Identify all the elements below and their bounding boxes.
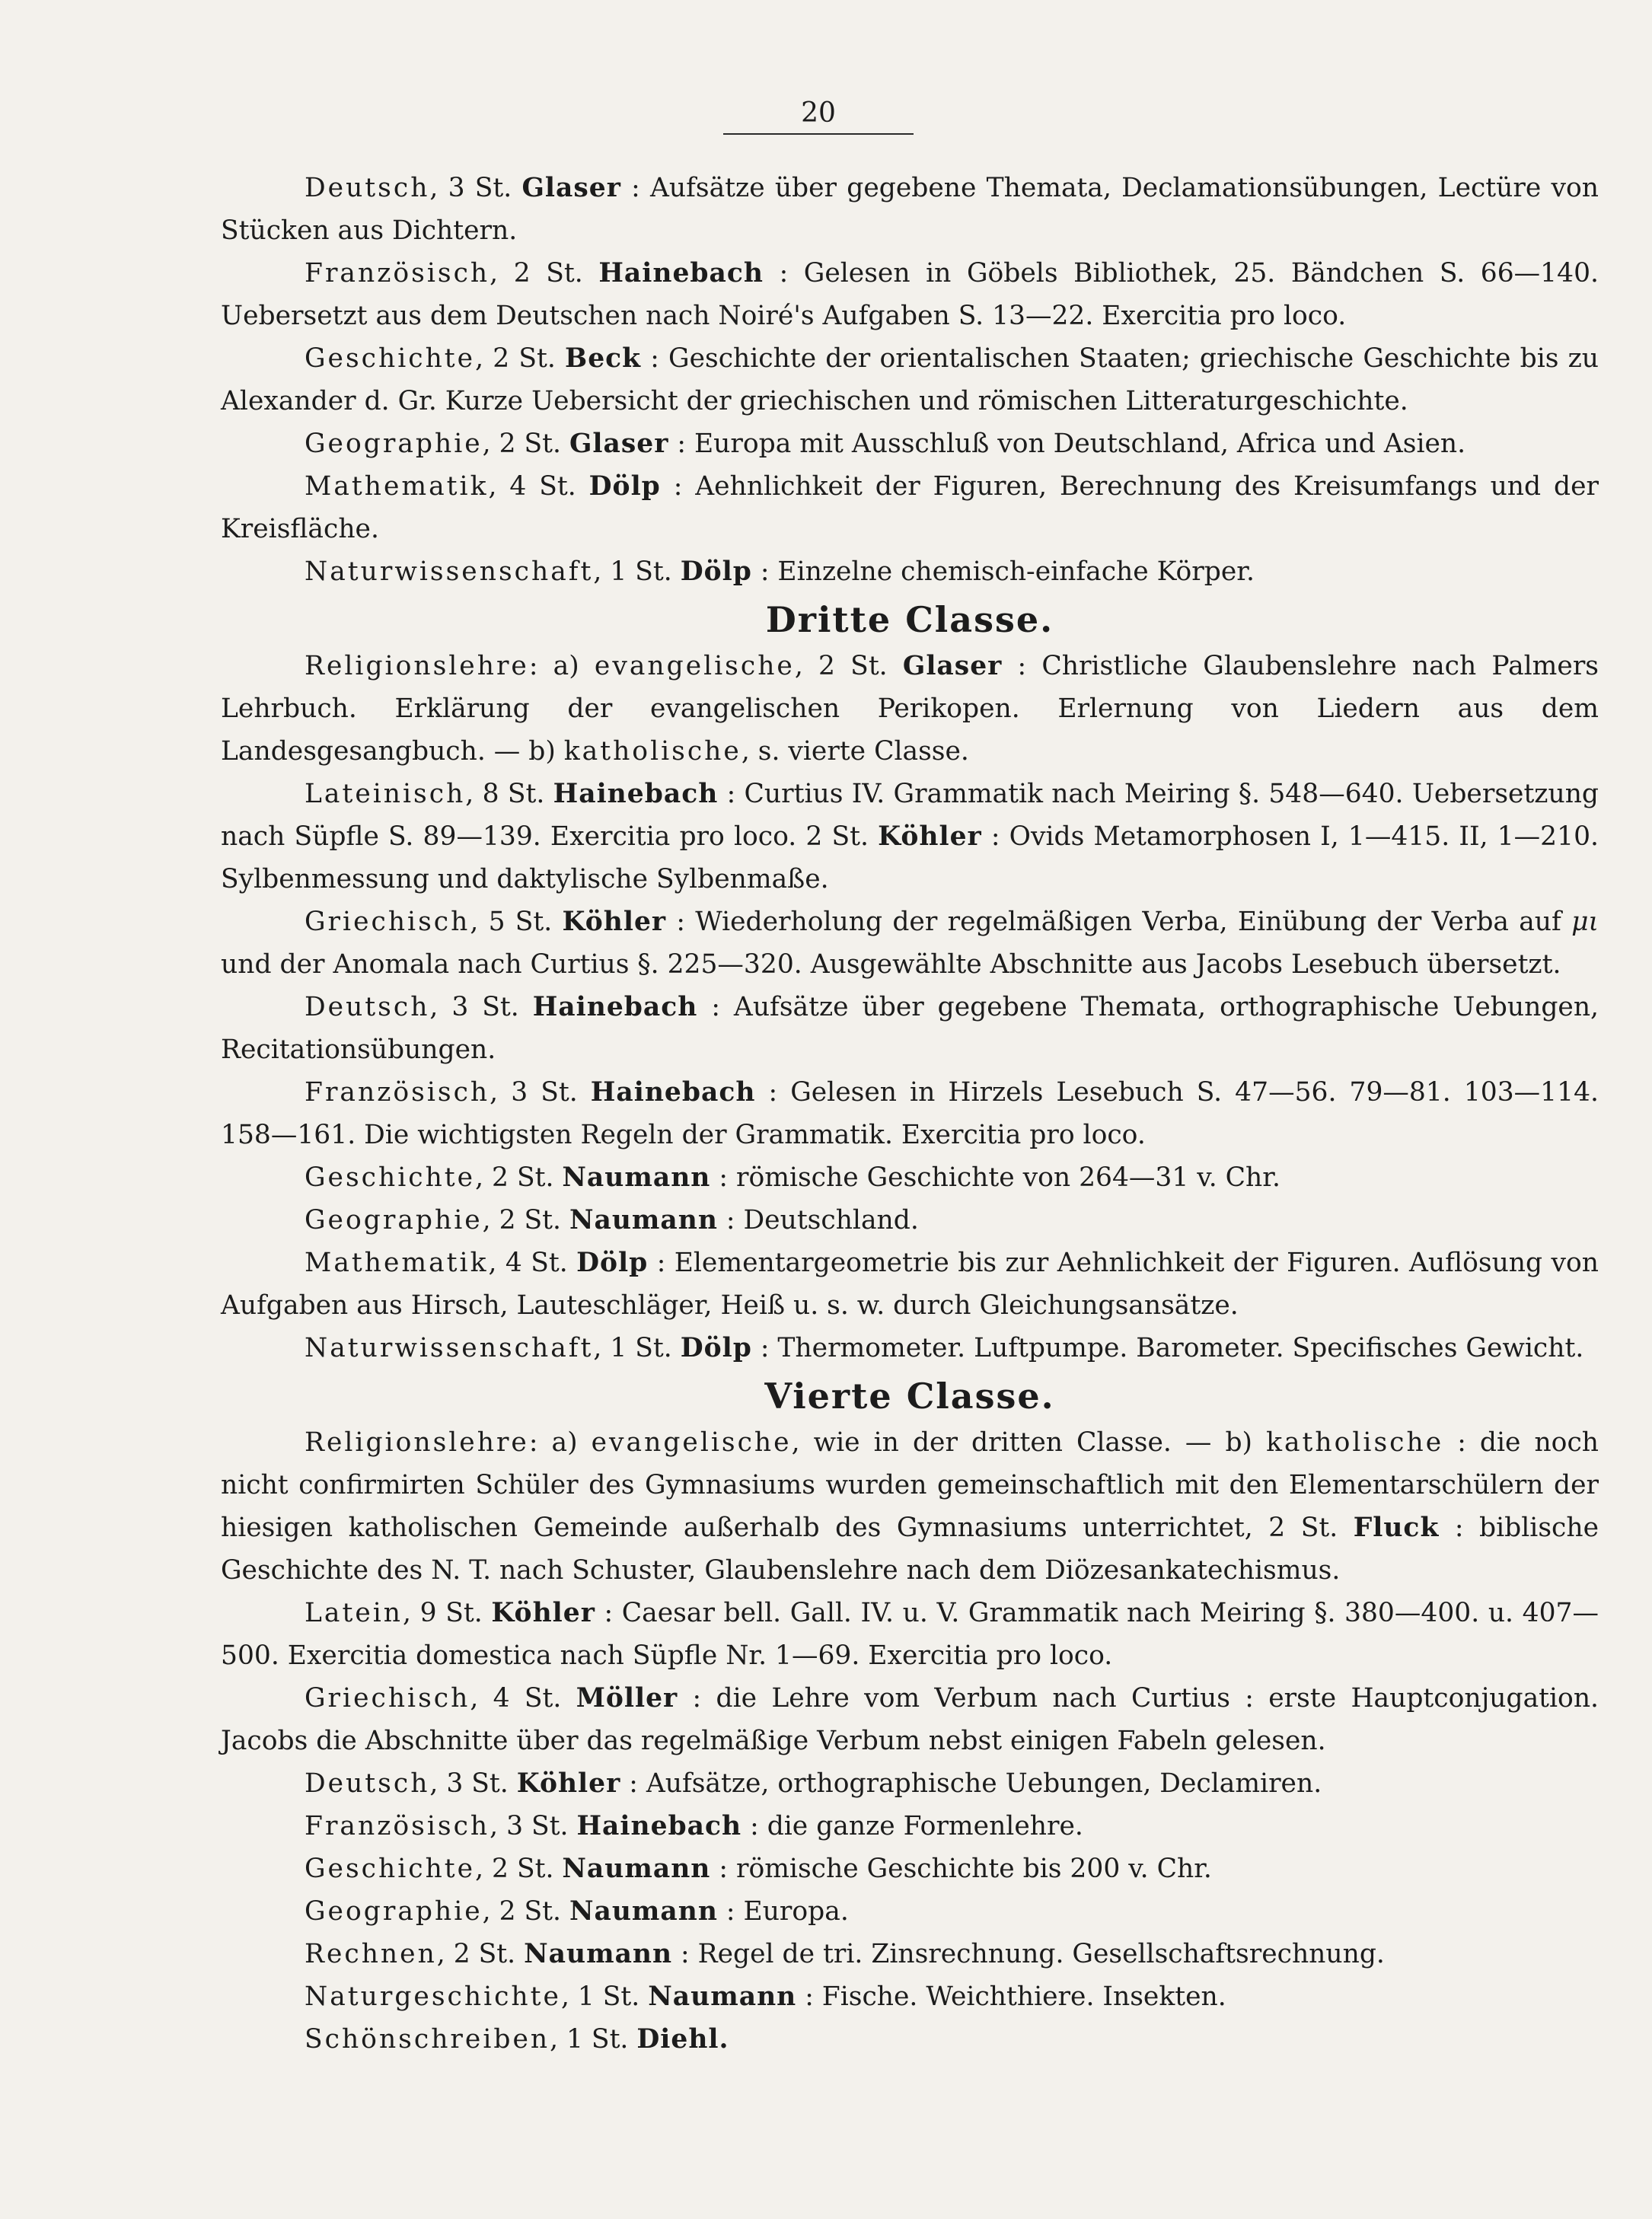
entry-text: Aufsätze, orthographische Uebungen, Declamiren. xyxy=(646,1768,1322,1799)
entry-intro-deutsch: Deutsch, 3 St. Glaser : Aufsätze über gegebene Themata, Declamationsübungen, Lectüre von Stücken aus Dichtern. xyxy=(221,173,1599,246)
entry-text: : a) xyxy=(528,651,595,681)
teacher-name: Hainebach xyxy=(590,1077,756,1108)
hours-label: 2 St. xyxy=(493,343,556,374)
teacher-name: Glaser xyxy=(521,173,621,203)
entry-text: Gelesen in Göbels Bibliothek, 25. Bändchen S. 66—140. Uebersetzt aus dem Deutschen nach Noiré's Aufgaben S. 13—22. Exercitia pro loco. xyxy=(221,258,1599,331)
entry-text: und der Anomala nach Curtius §. 225—320. Ausgewählte Abschnitte aus Jacobs Lesebuch übersetzt. xyxy=(221,949,1561,980)
page-number: 20 xyxy=(801,97,836,129)
entry-text: römische Geschichte bis 200 v. Chr. xyxy=(735,1854,1212,1884)
entry-dritte-religionslehre: Religionslehre: a) evangelische, 2 St. Glaser : Christliche Glaubenslehre nach Palmers Lehrbuch. Erklärung der evangelischen Perikopen. Erlernung von Liedern aus dem Landesgesangbuch. — b) katholische, s. vierte Classe. xyxy=(221,651,1599,767)
subject-label: Griechisch xyxy=(305,907,470,937)
entry-text: : a) xyxy=(528,1427,592,1458)
subject-label: Französisch xyxy=(305,258,490,289)
section-heading-vierte-classe: Vierte Classe. xyxy=(764,1376,1055,1417)
subject-label: Geschichte xyxy=(305,1854,476,1884)
entry-dritte-geographie: Geographie, 2 St. Naumann : Deutschland. xyxy=(305,1205,919,1235)
entry-text: die ganze Formenlehre. xyxy=(767,1811,1083,1841)
hours-label: 3 St. xyxy=(448,173,512,203)
denomination-label: katholische xyxy=(563,736,741,767)
teacher-name: Hainebach xyxy=(576,1811,742,1841)
teacher-name: Naumann xyxy=(524,1939,673,1969)
hours-label: 2 St. xyxy=(453,1939,516,1969)
entry-dritte-mathematik: Mathematik, 4 St. Dölp : Elementargeometrie bis zur Aehnlichkeit der Figuren. Auflösung von Aufgaben aus Hirsch, Lauteschläger, Heiß u. s. w. durch Gleichungsansätze. xyxy=(221,1248,1599,1321)
entry-text: : Curtius IV. Grammatik nach Meiring §. 548—640. Uebersetzung nach Süpfle S. 89—139. Exercitia pro loco. 2 St. xyxy=(221,779,1599,852)
teacher-name: Naumann xyxy=(569,1205,718,1235)
entry-text: , wie in der dritten Classe. — b) xyxy=(791,1427,1267,1458)
entry-text: Aehnlichkeit der Figuren, Berechnung des Kreisumfangs und der Kreisfläche. xyxy=(221,471,1599,544)
hours-label: 3 St. xyxy=(451,992,519,1022)
subject-label: Griechisch xyxy=(305,1683,470,1714)
teacher-name: Beck xyxy=(565,343,642,374)
subject-label: Geschichte xyxy=(305,343,476,374)
hours-label: 2 St. xyxy=(513,258,583,289)
entry-text: : die noch nicht confirmirten Schüler des Gymnasiums wurden gemeinschaftlich mit den Elementarschülern der hiesigen katholischen Gemeinde außerhalb des Gymnasiums unterrichtet, 2 St. xyxy=(221,1427,1599,1543)
subject-label: Latein xyxy=(305,1598,403,1628)
entry-text: Aufsätze über gegebene Themata, Declamationsübungen, Lectüre von Stücken aus Dichtern. xyxy=(221,173,1599,246)
hours-label: 3 St. xyxy=(511,1077,578,1108)
subject-label: Mathematik xyxy=(305,1248,489,1278)
entry-text: : Wiederholung der regelmäßigen Verba, Einübung der Verba auf xyxy=(676,907,1561,937)
hours-label: 3 St. xyxy=(446,1768,509,1799)
entry-dritte-franzoesisch: Französisch, 3 St. Hainebach : Gelesen in Hirzels Lesebuch S. 47—56. 79—81. 103—114. 158—161. Die wichtigsten Regeln der Grammatik. Exercitia pro loco. xyxy=(221,1077,1599,1150)
entry-text: Thermometer. Luftpumpe. Barometer. Specifisches Gewicht. xyxy=(777,1333,1584,1363)
entry-intro-geographie: Geographie, 2 St. Glaser : Europa mit Ausschluß von Deutschland, Africa und Asien. xyxy=(305,429,1466,459)
teacher-name: Köhler xyxy=(562,907,667,937)
hours-label: 8 St. xyxy=(482,779,545,809)
hours-label: 2 St. xyxy=(492,1854,554,1884)
entry-text: Einzelne chemisch-einfache Körper. xyxy=(777,556,1255,587)
hours-label: 9 St. xyxy=(419,1598,483,1628)
hours-label: 2 St. xyxy=(818,651,888,681)
subject-label: Geographie xyxy=(305,1896,483,1927)
denomination-label: evangelische xyxy=(594,651,795,681)
teacher-name: Dölp xyxy=(680,556,752,587)
hours-label: 2 St. xyxy=(499,429,561,459)
hours-label: 2 St. xyxy=(492,1162,554,1193)
teacher-name: Köhler xyxy=(491,1598,595,1628)
entry-vierte-schoenschreiben: Schönschreiben, 1 St. Diehl. xyxy=(305,2024,729,2055)
teacher-name: Hainebach xyxy=(598,258,764,289)
entry-text: , s. vierte Classe. xyxy=(741,736,969,767)
teacher-name: Naumann xyxy=(569,1896,718,1927)
entry-dritte-geschichte: Geschichte, 2 St. Naumann : römische Geschichte von 264—31 v. Chr. xyxy=(305,1162,1280,1193)
entry-intro-mathematik: Mathematik, 4 St. Dölp : Aehnlichkeit der Figuren, Berechnung des Kreisumfangs und der Kreisfläche. xyxy=(221,471,1599,544)
entry-intro-naturwissenschaft: Naturwissenschaft, 1 St. Dölp : Einzelne chemisch-einfache Körper. xyxy=(305,556,1255,587)
subject-label: Naturwissenschaft xyxy=(305,556,594,587)
entry-intro-franzoesisch: Französisch, 2 St. Hainebach : Gelesen in Göbels Bibliothek, 25. Bändchen S. 66—140. Uebersetzt aus dem Deutschen nach Noiré's Aufgaben S. 13—22. Exercitia pro loco. xyxy=(221,258,1599,331)
entry-dritte-naturwissenschaft: Naturwissenschaft, 1 St. Dölp : Thermometer. Luftpumpe. Barometer. Specifisches Gewicht. xyxy=(305,1333,1584,1363)
subject-label: Deutsch xyxy=(305,1768,430,1799)
entry-vierte-latein: Latein, 9 St. Köhler : Caesar bell. Gall. IV. u. V. Grammatik nach Meiring §. 380—400. u. 407—500. Exercitia domestica nach Süpfle Nr. 1—69. Exercitia pro loco. xyxy=(221,1598,1599,1671)
hours-label: 2 St. xyxy=(499,1896,561,1927)
hours-label: 4 St. xyxy=(509,471,576,502)
hours-label: 4 St. xyxy=(505,1248,568,1278)
entry-text: Deutschland. xyxy=(743,1205,919,1235)
page-number-rule xyxy=(723,133,914,135)
subject-label: Mathematik xyxy=(305,471,489,502)
teacher-name: Köhler xyxy=(516,1768,621,1799)
subject-label: Lateinisch xyxy=(305,779,466,809)
teacher-name: Glaser xyxy=(569,429,669,459)
teacher-name: Naumann xyxy=(562,1854,711,1884)
entry-vierte-religionslehre xyxy=(221,1421,1599,1592)
teacher-name: Naumann xyxy=(562,1162,711,1193)
hours-label: 3 St. xyxy=(506,1811,569,1841)
hours-label: 1 St. xyxy=(566,2024,629,2055)
hours-label: 1 St. xyxy=(577,1981,640,2012)
entry-text: Europa mit Ausschluß von Deutschland, Africa und Asien. xyxy=(694,429,1466,459)
teacher-name: Möller xyxy=(576,1683,678,1714)
subject-label: Geschichte xyxy=(305,1162,476,1193)
subject-label: Französisch xyxy=(305,1811,490,1841)
entry-vierte-geographie: Geographie, 2 St. Naumann : Europa. xyxy=(305,1896,849,1927)
hours-label: 5 St. xyxy=(488,907,553,937)
entry-intro-geschichte: Geschichte, 2 St. Beck : Geschichte der orientalischen Staaten; griechische Geschichte bis zu Alexander d. Gr. Kurze Uebersicht der griechischen und römischen Litteraturgeschichte. xyxy=(221,343,1599,416)
entry-text: Europa. xyxy=(743,1896,849,1927)
teacher-name: Köhler xyxy=(878,821,982,852)
subject-label: Geographie xyxy=(305,1205,483,1235)
denomination-label: katholische xyxy=(1266,1427,1444,1458)
teacher-name: Dölp xyxy=(576,1248,649,1278)
teacher-name: Glaser xyxy=(902,651,1003,681)
hours-label: 1 St. xyxy=(610,1333,672,1363)
entry-vierte-geschichte: Geschichte, 2 St. Naumann : römische Geschichte bis 200 v. Chr. xyxy=(305,1854,1212,1884)
entry-text: : Christliche Glaubenslehre nach Palmers Lehrbuch. Erklärung der evangelischen Perikopen. Erlernung von Liedern aus dem Landesgesangbuch. — b) xyxy=(221,651,1599,767)
entry-vierte-deutsch: Deutsch, 3 St. Köhler : Aufsätze, orthographische Uebungen, Declamiren. xyxy=(305,1768,1322,1799)
entry-text: Elementargeometrie bis zur Aehnlichkeit der Figuren. Auflösung von Aufgaben aus Hirsch, Lauteschläger, Heiß u. s. w. durch Gleichungsansätze. xyxy=(221,1248,1599,1321)
subject-label: Naturwissenschaft xyxy=(305,1333,594,1363)
entry-text: Fische. Weichthiere. Insekten. xyxy=(821,1981,1226,2012)
teacher-name: Naumann xyxy=(648,1981,797,2012)
subject-label: Rechnen xyxy=(305,1939,437,1969)
entry-text: : Ovids Metamorphosen I, 1—415. II, 1—210. Sylbenmessung und daktylische Sylbenmaße. xyxy=(221,821,1599,894)
hours-label: 4 St. xyxy=(493,1683,562,1714)
teacher-name: Fluck xyxy=(1353,1513,1440,1543)
entry-text: Geschichte der orientalischen Staaten; griechische Geschichte bis zu Alexander d. Gr. Kurze Uebersicht der griechischen und römischen Litteraturgeschichte. xyxy=(221,343,1599,416)
subject-label: Schönschreiben xyxy=(305,2024,550,2055)
subject-label: Deutsch xyxy=(305,173,430,203)
teacher-name: Hainebach xyxy=(532,992,698,1022)
entry-dritte-lateinisch: Lateinisch, 8 St. Hainebach : Curtius IV. Grammatik nach Meiring §. 548—640. Uebersetzung nach Süpfle S. 89—139. Exercitia pro loco. 2 St. Köhler : Ovids Metamorphosen I, 1—415. II, 1—210. Sylbenmessung und daktylische Sylbenmaße. xyxy=(221,779,1599,894)
greek-term: μι xyxy=(1571,907,1599,937)
subject-label: Religionslehre xyxy=(305,651,529,681)
entry-text: Aufsätze über gegebene Themata, orthographische Uebungen, Recitationsübungen. xyxy=(221,992,1599,1065)
entry-vierte-franzoesisch: Französisch, 3 St. Hainebach : die ganze Formenlehre. xyxy=(305,1811,1083,1841)
entry-text: Caesar bell. Gall. IV. u. V. Grammatik nach Meiring §. 380—400. u. 407—500. Exercitia domestica nach Süpfle Nr. 1—69. Exercitia pro loco. xyxy=(221,1598,1599,1671)
entry-text: : biblische Geschichte des N. T. nach Schuster, Glaubenslehre nach dem Diözesankatechismus. xyxy=(221,1513,1599,1586)
entry-dritte-griechisch: Griechisch, 5 St. Köhler : Wiederholung der regelmäßigen Verba, Einübung der Verba auf μι und der Anomala nach Curtius §. 225—320. Ausgewählte Abschnitte aus Jacobs Lesebuch übersetzt. xyxy=(221,907,1599,980)
subject-label: Geographie xyxy=(305,429,483,459)
entry-vierte-naturgeschichte: Naturgeschichte, 1 St. Naumann : Fische. Weichthiere. Insekten. xyxy=(305,1981,1226,2012)
teacher-name: Diehl. xyxy=(636,2024,729,2055)
subject-label: Französisch xyxy=(305,1077,490,1108)
entry-vierte-rechnen: Rechnen, 2 St. Naumann : Regel de tri. Zinsrechnung. Gesellschaftsrechnung. xyxy=(305,1939,1385,1969)
entry-text: die Lehre vom Verbum nach Curtius : erste Hauptconjugation. Jacobs die Abschnitte über das regelmäßige Verbum nebst einigen Fabeln gelesen. xyxy=(221,1683,1599,1756)
hours-label: 2 St. xyxy=(499,1205,561,1235)
entry-dritte-deutsch: Deutsch, 3 St. Hainebach : Aufsätze über gegebene Themata, orthographische Uebungen, Recitationsübungen. xyxy=(221,992,1599,1065)
teacher-name: Dölp xyxy=(680,1333,752,1363)
entry-text: Regel de tri. Zinsrechnung. Gesellschaftsrechnung. xyxy=(697,1939,1385,1969)
hours-label: 1 St. xyxy=(610,556,672,587)
subject-label: Naturgeschichte xyxy=(305,1981,561,2012)
denomination-label: evangelische xyxy=(591,1427,792,1458)
entry-text: Gelesen in Hirzels Lesebuch S. 47—56. 79—81. 103—114. 158—161. Die wichtigsten Regeln der Grammatik. Exercitia pro loco. xyxy=(221,1077,1599,1150)
subject-label: Religionslehre xyxy=(305,1427,529,1458)
teacher-name: Hainebach xyxy=(553,779,719,809)
section-heading-dritte-classe: Dritte Classe. xyxy=(765,599,1054,640)
entry-text: römische Geschichte von 264—31 v. Chr. xyxy=(735,1162,1280,1193)
subject-label: Deutsch xyxy=(305,992,430,1022)
entry-vierte-griechisch: Griechisch, 4 St. Möller : die Lehre vom Verbum nach Curtius : erste Hauptconjugation. Jacobs die Abschnitte über das regelmäßige Verbum nebst einigen Fabeln gelesen. xyxy=(221,1683,1599,1756)
teacher-name: Dölp xyxy=(588,471,661,502)
